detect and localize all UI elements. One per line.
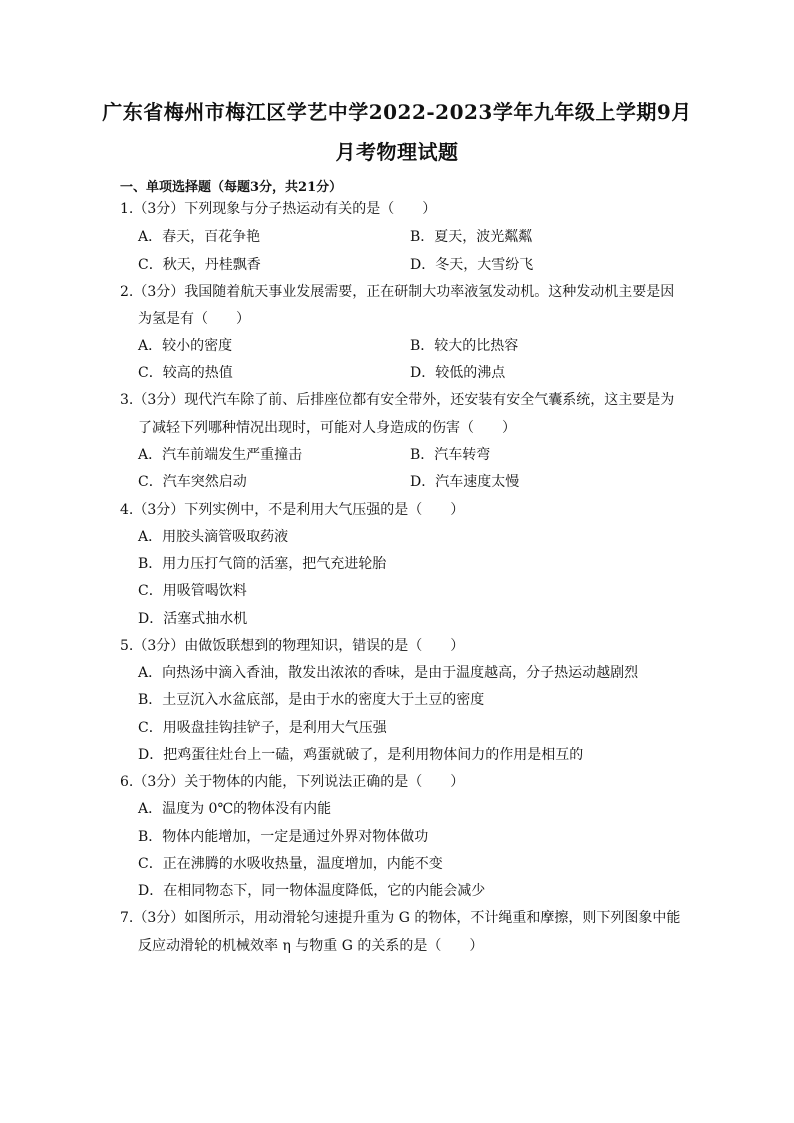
page-title-line-2: 月考物理试题 xyxy=(335,140,459,164)
question-3-option-a: A．汽车前端发生严重撞击 xyxy=(138,447,303,463)
question-6-option-b: B．物体内能增加，一定是通过外界对物体做功 xyxy=(138,829,429,845)
question-2-option-a: A．较小的密度 xyxy=(138,338,233,354)
section-heading: 一、单项选择题（每题3分，共21分） xyxy=(120,180,343,195)
question-6-option-d: D．在相同物态下，同一物体温度降低，它的内能会减少 xyxy=(138,883,486,899)
question-3-option-c: C．汽车突然启动 xyxy=(138,474,247,490)
question-3-stem-line-1: 3.（3分）现代汽车除了前、后排座位都有安全带外，还安装有安全气囊系统，这主要是为 xyxy=(120,392,675,408)
question-1-option-a: A．春天，百花争艳 xyxy=(138,229,261,245)
question-4-option-c: C．用吸管喝饮料 xyxy=(138,583,247,599)
question-2-stem-line-1: 2.（3分）我国随着航天事业发展需要，正在研制大功率液氢发动机。这种发动机主要是因 xyxy=(120,284,675,300)
question-2-option-d: D．较低的沸点 xyxy=(410,365,506,381)
question-5-stem: 5.（3分）由做饭联想到的物理知识，错误的是（ ） xyxy=(120,638,465,654)
question-3-option-b: B．汽车转弯 xyxy=(410,447,491,463)
question-1-option-c: C．秋天，丹桂飘香 xyxy=(138,257,261,273)
question-1-option-b: B．夏天，波光粼粼 xyxy=(410,229,533,245)
question-1-option-d: D．冬天，大雪纷飞 xyxy=(410,257,534,273)
question-3-option-d: D．汽车速度太慢 xyxy=(410,474,520,490)
question-2-option-c: C．较高的热值 xyxy=(138,365,233,381)
question-4-stem: 4.（3分）下列实例中，不是利用大气压强的是（ ） xyxy=(120,502,465,518)
question-6-option-a: A．温度为 0℃的物体没有内能 xyxy=(138,801,332,817)
question-5-option-d: D．把鸡蛋往灶台上一磕，鸡蛋就破了，是利用物体间力的作用是相互的 xyxy=(138,747,584,763)
question-5-option-b: B．土豆沉入水盆底部，是由于水的密度大于土豆的密度 xyxy=(138,692,485,708)
page-title-line-1: 广东省梅州市梅江区学艺中学2022-2023学年九年级上学期9月 xyxy=(102,100,692,124)
question-2-option-b: B．较大的比热容 xyxy=(410,338,519,354)
question-5-option-a: A．向热汤中滴入香油，散发出浓浓的香味，是由于温度越高，分子热运动越剧烈 xyxy=(138,665,639,681)
question-3-stem-line-2: 了减轻下列哪种情况出现时，可能对人身造成的伤害（ ） xyxy=(138,420,516,436)
question-7-stem-line-2: 反应动滑轮的机械效率 η 与物重 G 的关系的是（ ） xyxy=(138,938,484,954)
question-7-stem-line-1: 7.（3分）如图所示，用动滑轮匀速提升重为 G 的物体，不计绳重和摩擦，则下列图象中能 xyxy=(120,910,681,926)
question-5-option-c: C．用吸盘挂钩挂铲子，是利用大气压强 xyxy=(138,720,387,736)
question-6-stem: 6.（3分）关于物体的内能，下列说法正确的是（ ） xyxy=(120,774,465,790)
question-6-option-c: C．正在沸腾的水吸收热量，温度增加，内能不变 xyxy=(138,856,443,872)
question-4-option-a: A．用胶头滴管吸取药液 xyxy=(138,529,289,545)
question-4-option-d: D．活塞式抽水机 xyxy=(138,611,248,627)
question-1-stem: 1.（3分）下列现象与分子热运动有关的是（ ） xyxy=(120,201,437,217)
question-2-stem-line-2: 为氢是有（ ） xyxy=(138,311,250,327)
question-4-option-b: B．用力压打气筒的活塞，把气充进轮胎 xyxy=(138,556,387,572)
